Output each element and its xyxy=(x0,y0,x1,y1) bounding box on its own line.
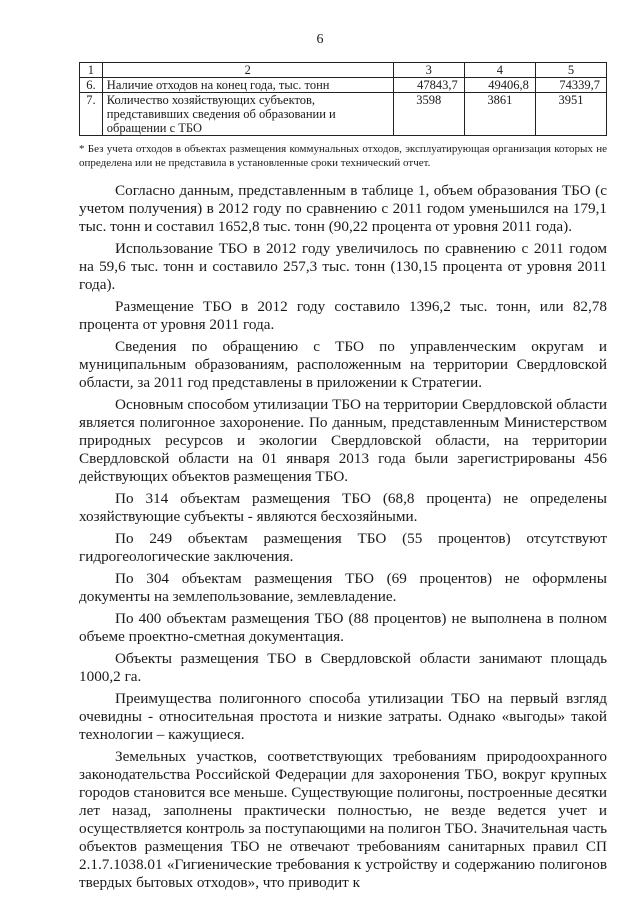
row-number: 7. xyxy=(80,93,103,136)
table-header-cell: 4 xyxy=(464,63,535,78)
table-row xyxy=(80,78,607,93)
table-row xyxy=(80,93,607,136)
table-header-cell: 2 xyxy=(102,63,393,78)
row-label: Наличие отходов на конец года, тыс. тонн xyxy=(102,78,393,93)
row-label: Количество хозяйствующих субъектов, представивших сведения об образовании и обращении с ТБО xyxy=(102,93,393,136)
paragraph: Использование ТБО в 2012 году увеличилось по сравнению с 2011 годом на 59,6 тыс. тонн и составило 257,3 тыс. тонн (130,15 процента от уровня 2011 года). xyxy=(79,240,607,293)
paragraph: Размещение ТБО в 2012 году составило 1396,2 тыс. тонн, или 82,78 процента от уровня 2011 года. xyxy=(79,298,607,333)
statistics-table xyxy=(79,62,607,136)
paragraph: Земельных участков, соответствующих требованиям природоохранного законодательства Российской Федерации для захоронения ТБО, вокруг крупных городов становится все меньше. Существующие полигоны, построенные десятки лет назад, заполнены практически полностью, не везде ведется учет и осуществляется контроль за поступающими на полигон ТБО. Значительная часть объектов размещения ТБО не отвечают требованиям санитарных правил СП 2.1.7.1038.01 «Гигиенические требования к устройству и содержанию полигонов твердых бытовых отходов», что приводит к xyxy=(79,748,607,891)
paragraph: Согласно данным, представленным в таблице 1, объем образования ТБО (с учетом получения) в 2012 году по сравнению с 2011 годом уменьшился на 179,1 тыс. тонн и составил 1652,8 тыс. тонн (90,22 процента от уровня 2011 года). xyxy=(79,182,607,235)
body-text xyxy=(79,182,607,896)
row-number: 6. xyxy=(80,78,103,93)
table-header-cell: 1 xyxy=(80,63,103,78)
paragraph: Основным способом утилизации ТБО на территории Свердловской области является полигонное захоронение. По данным, представленным Министерством природных ресурсов и экологии Свердловской области, на территории Свердловской области на 01 января 2013 года были зарегистрированы 456 действующих объектов размещения ТБО. xyxy=(79,396,607,485)
paragraph: Сведения по обращению с ТБО по управленческим округам и муниципальным образованиям, расположенным на территории Свердловской области, за 2011 год представлены в приложении к Стратегии. xyxy=(79,338,607,391)
row-value: 3861 xyxy=(464,93,535,136)
page-number: 6 xyxy=(316,32,324,47)
row-value: 3951 xyxy=(535,93,606,136)
paragraph: Преимущества полигонного способа утилизации ТБО на первый взгляд очевидны - относительная простота и низкие затраты. Однако «выгоды» такой технологии – кажущиеся. xyxy=(79,690,607,743)
paragraph: По 249 объектам размещения ТБО (55 процентов) отсутствуют гидрогеологические заключения. xyxy=(79,530,607,565)
paragraph: По 314 объектам размещения ТБО (68,8 процента) не определены хозяйствующие субъекты - являются бесхозяйными. xyxy=(79,490,607,525)
table-header-cell: 3 xyxy=(393,63,464,78)
row-value: 74339,7 xyxy=(535,78,606,93)
paragraph: По 400 объектам размещения ТБО (88 процентов) не выполнена в полном объеме проектно-сметная документация. xyxy=(79,610,607,645)
paragraph: По 304 объектам размещения ТБО (69 процентов) не оформлены документы на землепользование, землевладение. xyxy=(79,570,607,605)
paragraph: Объекты размещения ТБО в Свердловской области занимают площадь 1000,2 га. xyxy=(79,650,607,685)
row-value: 3598 xyxy=(393,93,464,136)
table-footnote: * Без учета отходов в объектах размещения коммунальных отходов, эксплуатирующая организация которых не определена или не представила в установленные сроки технический отчет. xyxy=(79,143,607,169)
table-header-row xyxy=(80,63,607,78)
table-header-cell: 5 xyxy=(535,63,606,78)
row-value: 47843,7 xyxy=(393,78,464,93)
row-value: 49406,8 xyxy=(464,78,535,93)
